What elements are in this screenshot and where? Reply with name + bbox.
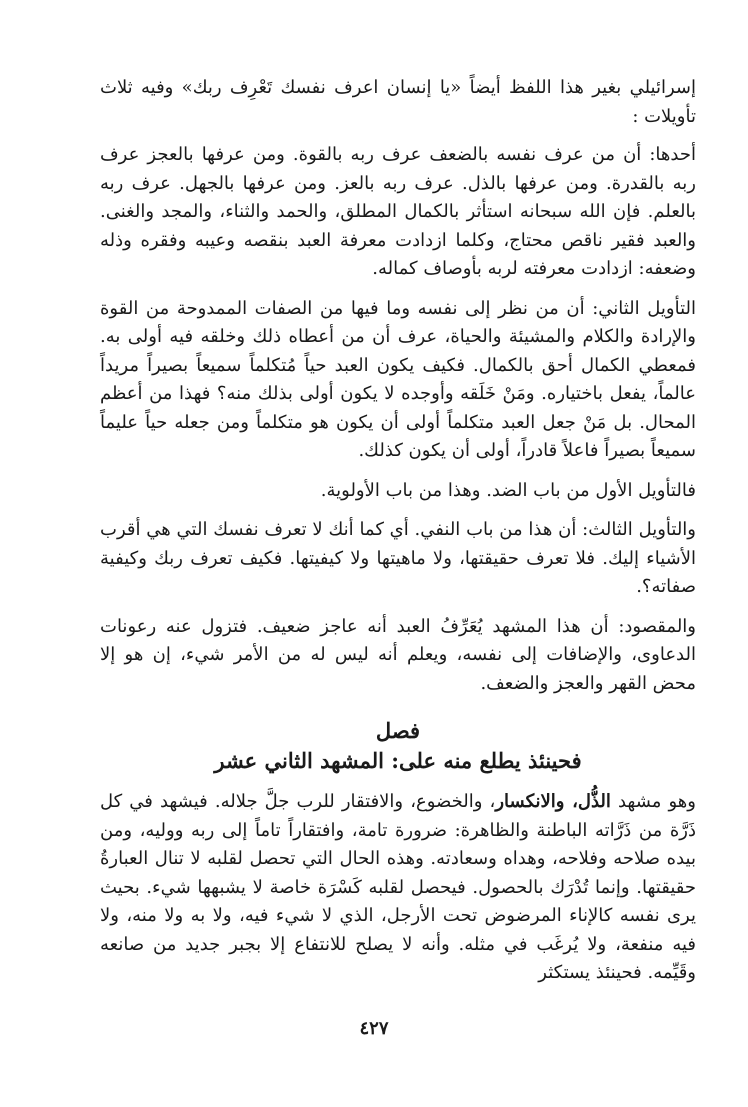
top-continuation-line: إسرائيلي بغير هذا اللفظ أيضاً «يا إنسان اعرف نفسك تَعْرِف ربك» وفيه ثلاث تأويلات : — [100, 77, 696, 127]
paragraph-interpretation-2: التأويل الثاني: أن من نظر إلى نفسه وما فيها من الصفات الممدوحة من القوة والإرادة والكلام والمشيئة والحياة، عرف أن من أعطاه ذلك وخلقه فيه أولى به. فمعطي الكمال أحق بالكمال. فكيف يكون العبد حياً مُتكلماً سميعاً بصيراً مريداً عالماً، يفعل باختياره. ومَنْ خَلَقه وأوجده لا يكون أولى بذلك منه؟ فهذا من أعظم المحال. بل مَنْ جعل العبد متكلماً أولى أن يكون هو متكلماً ومن جعله حياً عليماً سميعاً بصيراً فاعلاً قادراً، أولى أن يكون كذلك. — [100, 297, 696, 461]
paragraph-conclusion: والمقصود: أن هذا المشهد يُعَرِّفُ العبد أنه عاجز ضعيف. فتزول عنه رعونات الدعاوى، والإضافات إلى نفسه، ويعلم أنه ليس له من الأمر شيء، إن هو إلا محض القهر والعجز والضعف. — [100, 615, 697, 694]
paragraph-note: فالتأويل الأول من باب الضد. وهذا من باب الأولوية. — [320, 479, 696, 501]
paragraph-lead: وهو مشهد — [617, 791, 696, 812]
section-subheading: فحينئذ يطلع منه على: المشهد الثاني عشر — [214, 748, 582, 773]
page-number: ٤٢٧ — [359, 1018, 389, 1039]
paragraph-interpretation-3: والتأويل الثالث: أن هذا من باب النفي. أي كما أنك لا تعرف نفسك التي هي أقرب الأشياء إليك. فلا تعرف حقيقتها، ولا ماهيتها ولا كيفيتها. فكيف تعرف ربك وكيفية صفاته؟. — [100, 519, 696, 597]
paragraph-interpretation-1: أحدها: أن من عرف نفسه بالضعف عرف ربه بالقوة. ومن عرفها بالعجز عرف ربه بالقدرة. ومن عرفها بالذل. عرف ربه بالعز. ومن عرفها بالجهل. عرف ربه بالعلم. فإن الله سبحانه استأثر بالكمال المطلق، والحمد والثناء، والمجد والغنى. والعبد فقير ناقص محتاج، وكلما ازدادت معرفة العبد بنقصه وعيبه وفقره وذله وضعفه: ازدادت معرفته لربه بأوصاف كماله. — [100, 144, 696, 279]
bold-term: الذُّل، والانكسار — [495, 791, 611, 812]
section-heading: فصل — [375, 718, 421, 743]
paragraph-twelfth-scene — [100, 788, 696, 988]
paragraph-body: ، والخضوع، والافتقار للرب جلَّ جلاله. فيشهد في كل ذَرَّة من ذَرَّاته الباطنة والظاهرة: ضرورة تامة، وافتقاراً تاماً إلى ربه ووليه، ومن بيده صلاحه وفلاحه، وهداه وسعادته. وهذه الحال التي تحصل لقلبه لا تنال العبارةُ حقيقتها. وإنما تُدْرَك بالحصول. فيحصل لقلبه كَسْرَة خاصة لا يشبهها شيء. بحيث يرى نفسه كالإناء المرضوض تحت الأرجل، الذي لا شيء فيه، ولا به ولا منه، ولا فيه منفعة، ولا يُرغَب في مثله. وأنه لا يصلح للانتفاع إلا بجبر جديد من صانعه وقَيِّمه. فحينئذ يستكثر — [100, 791, 696, 983]
